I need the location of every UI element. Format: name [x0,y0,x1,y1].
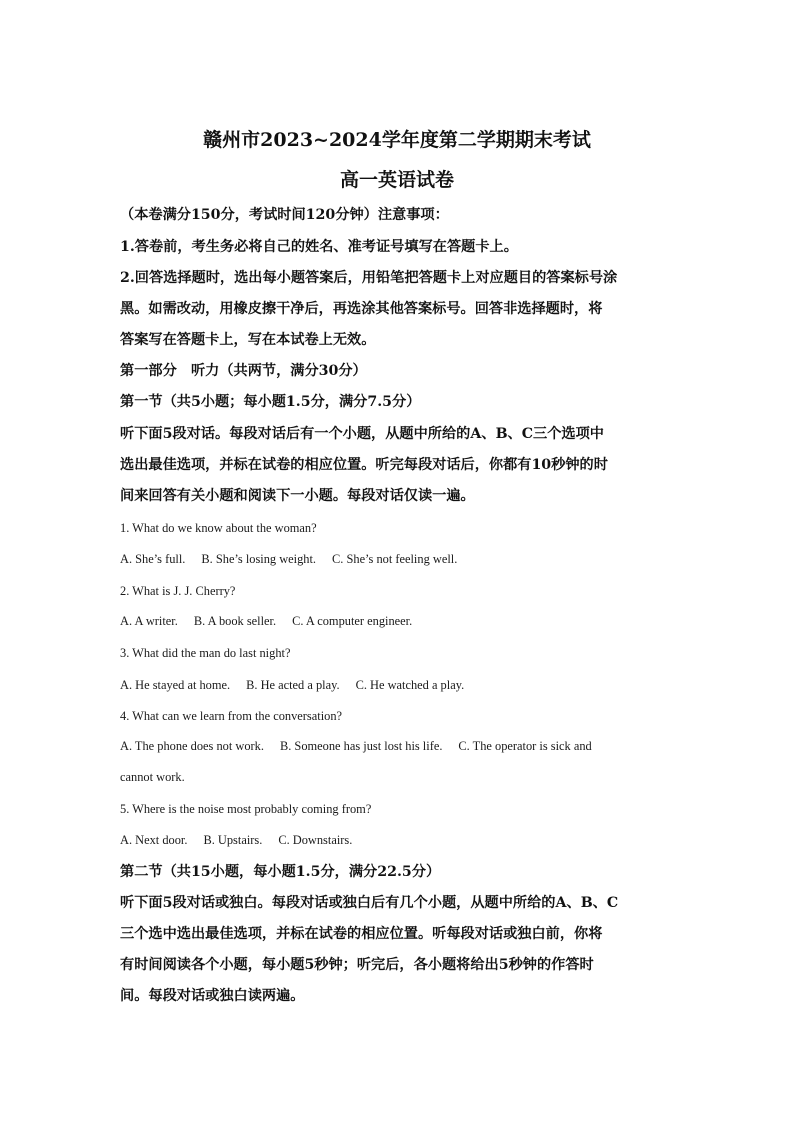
option-a: A. Next door. [120,833,188,847]
question-2: 2. What is J. J. Cherry? [120,584,236,598]
option-a: A. A writer. [120,614,178,628]
notice-item-2-line-2: 黑。如需改动，用橡皮擦干净后，再选涂其他答案标号。回答非选择题时，将 [120,301,603,317]
section1-instruction-line-1: 听下面5段对话。每段对话后有一个小题，从题中所给的A、B、C三个选项中 [120,426,604,442]
option-b: B. He acted a play. [246,678,340,692]
option-b: B. Upstairs. [203,833,263,847]
question-1-options [120,550,457,568]
option-c: C. A computer engineer. [292,614,413,628]
option-b: B. A book seller. [193,614,277,628]
option-c: C. He watched a play. [355,678,465,692]
option-b: B. Someone has just lost his life. [279,739,443,753]
option-a: A. She’s full. [120,552,186,566]
notice-item-2-line-3: 答案写在答题卡上，写在本试卷上无效。 [120,332,376,348]
notice-intro: （本卷满分150分，考试时间120分钟）注意事项： [120,207,449,223]
option-c: C. The operator is sick and [458,739,592,753]
question-1: 1. What do we know about the woman? [120,521,317,535]
question-3-options [120,676,464,694]
question-3: 3. What did the man do last night? [120,646,291,660]
notice-item-2-line-1: 2.回答选择题时，选出每小题答案后，用铅笔把答题卡上对应题目的答案标号涂 [120,270,618,286]
question-4: 4. What can we learn from the conversation? [120,709,343,723]
section2-instruction-line-1: 听下面5段对话或独白。每段对话或独白后有几个小题，从题中所给的A、B、C [120,895,619,911]
section2-instruction-line-4: 间。每段对话或独白读两遍。 [120,988,305,1004]
option-c: C. Downstairs. [278,833,353,847]
notice-item-1: 1.答卷前，考生务必将自己的姓名、准考证号填写在答题卡上。 [120,239,518,255]
option-b: B. She’s losing weight. [201,552,317,566]
option-a: A. The phone does not work. [120,739,264,753]
exam-subtitle: 高一英语试卷 [339,169,454,191]
question-4-options [120,737,592,755]
section1-heading: 第一节（共5小题；每小题1.5分，满分7.5分） [120,394,421,410]
question-2-options [120,612,412,630]
exam-title: 赣州市2023~2024学年度第二学期期末考试 [203,129,591,151]
option-c: C. She’s not feeling well. [332,552,458,566]
section1-instruction-line-2: 选出最佳选项，并标在试卷的相应位置。听完每段对话后，你都有10秒钟的时 [120,457,608,473]
section2-instruction-line-2: 三个选中选出最佳选项，并标在试卷的相应位置。听每段对话或独白前，你将 [120,926,603,942]
section2-heading: 第二节（共15小题，每小题1.5分，满分22.5分） [120,864,441,880]
question-5-options [120,831,352,849]
section2-instruction-line-3: 有时间阅读各个小题，每小题5秒钟；听完后，各小题将给出5秒钟的作答时 [120,957,594,973]
option-a: A. He stayed at home. [120,678,231,692]
section1-instruction-line-3: 间来回答有关小题和阅读下一小题。每段对话仅读一遍。 [120,488,475,504]
question-5: 5. Where is the noise most probably coming from? [120,802,372,816]
part1-heading: 第一部分 听力（共两节，满分30分） [120,363,367,379]
question-4-option-c-continued: cannot work. [120,770,185,784]
